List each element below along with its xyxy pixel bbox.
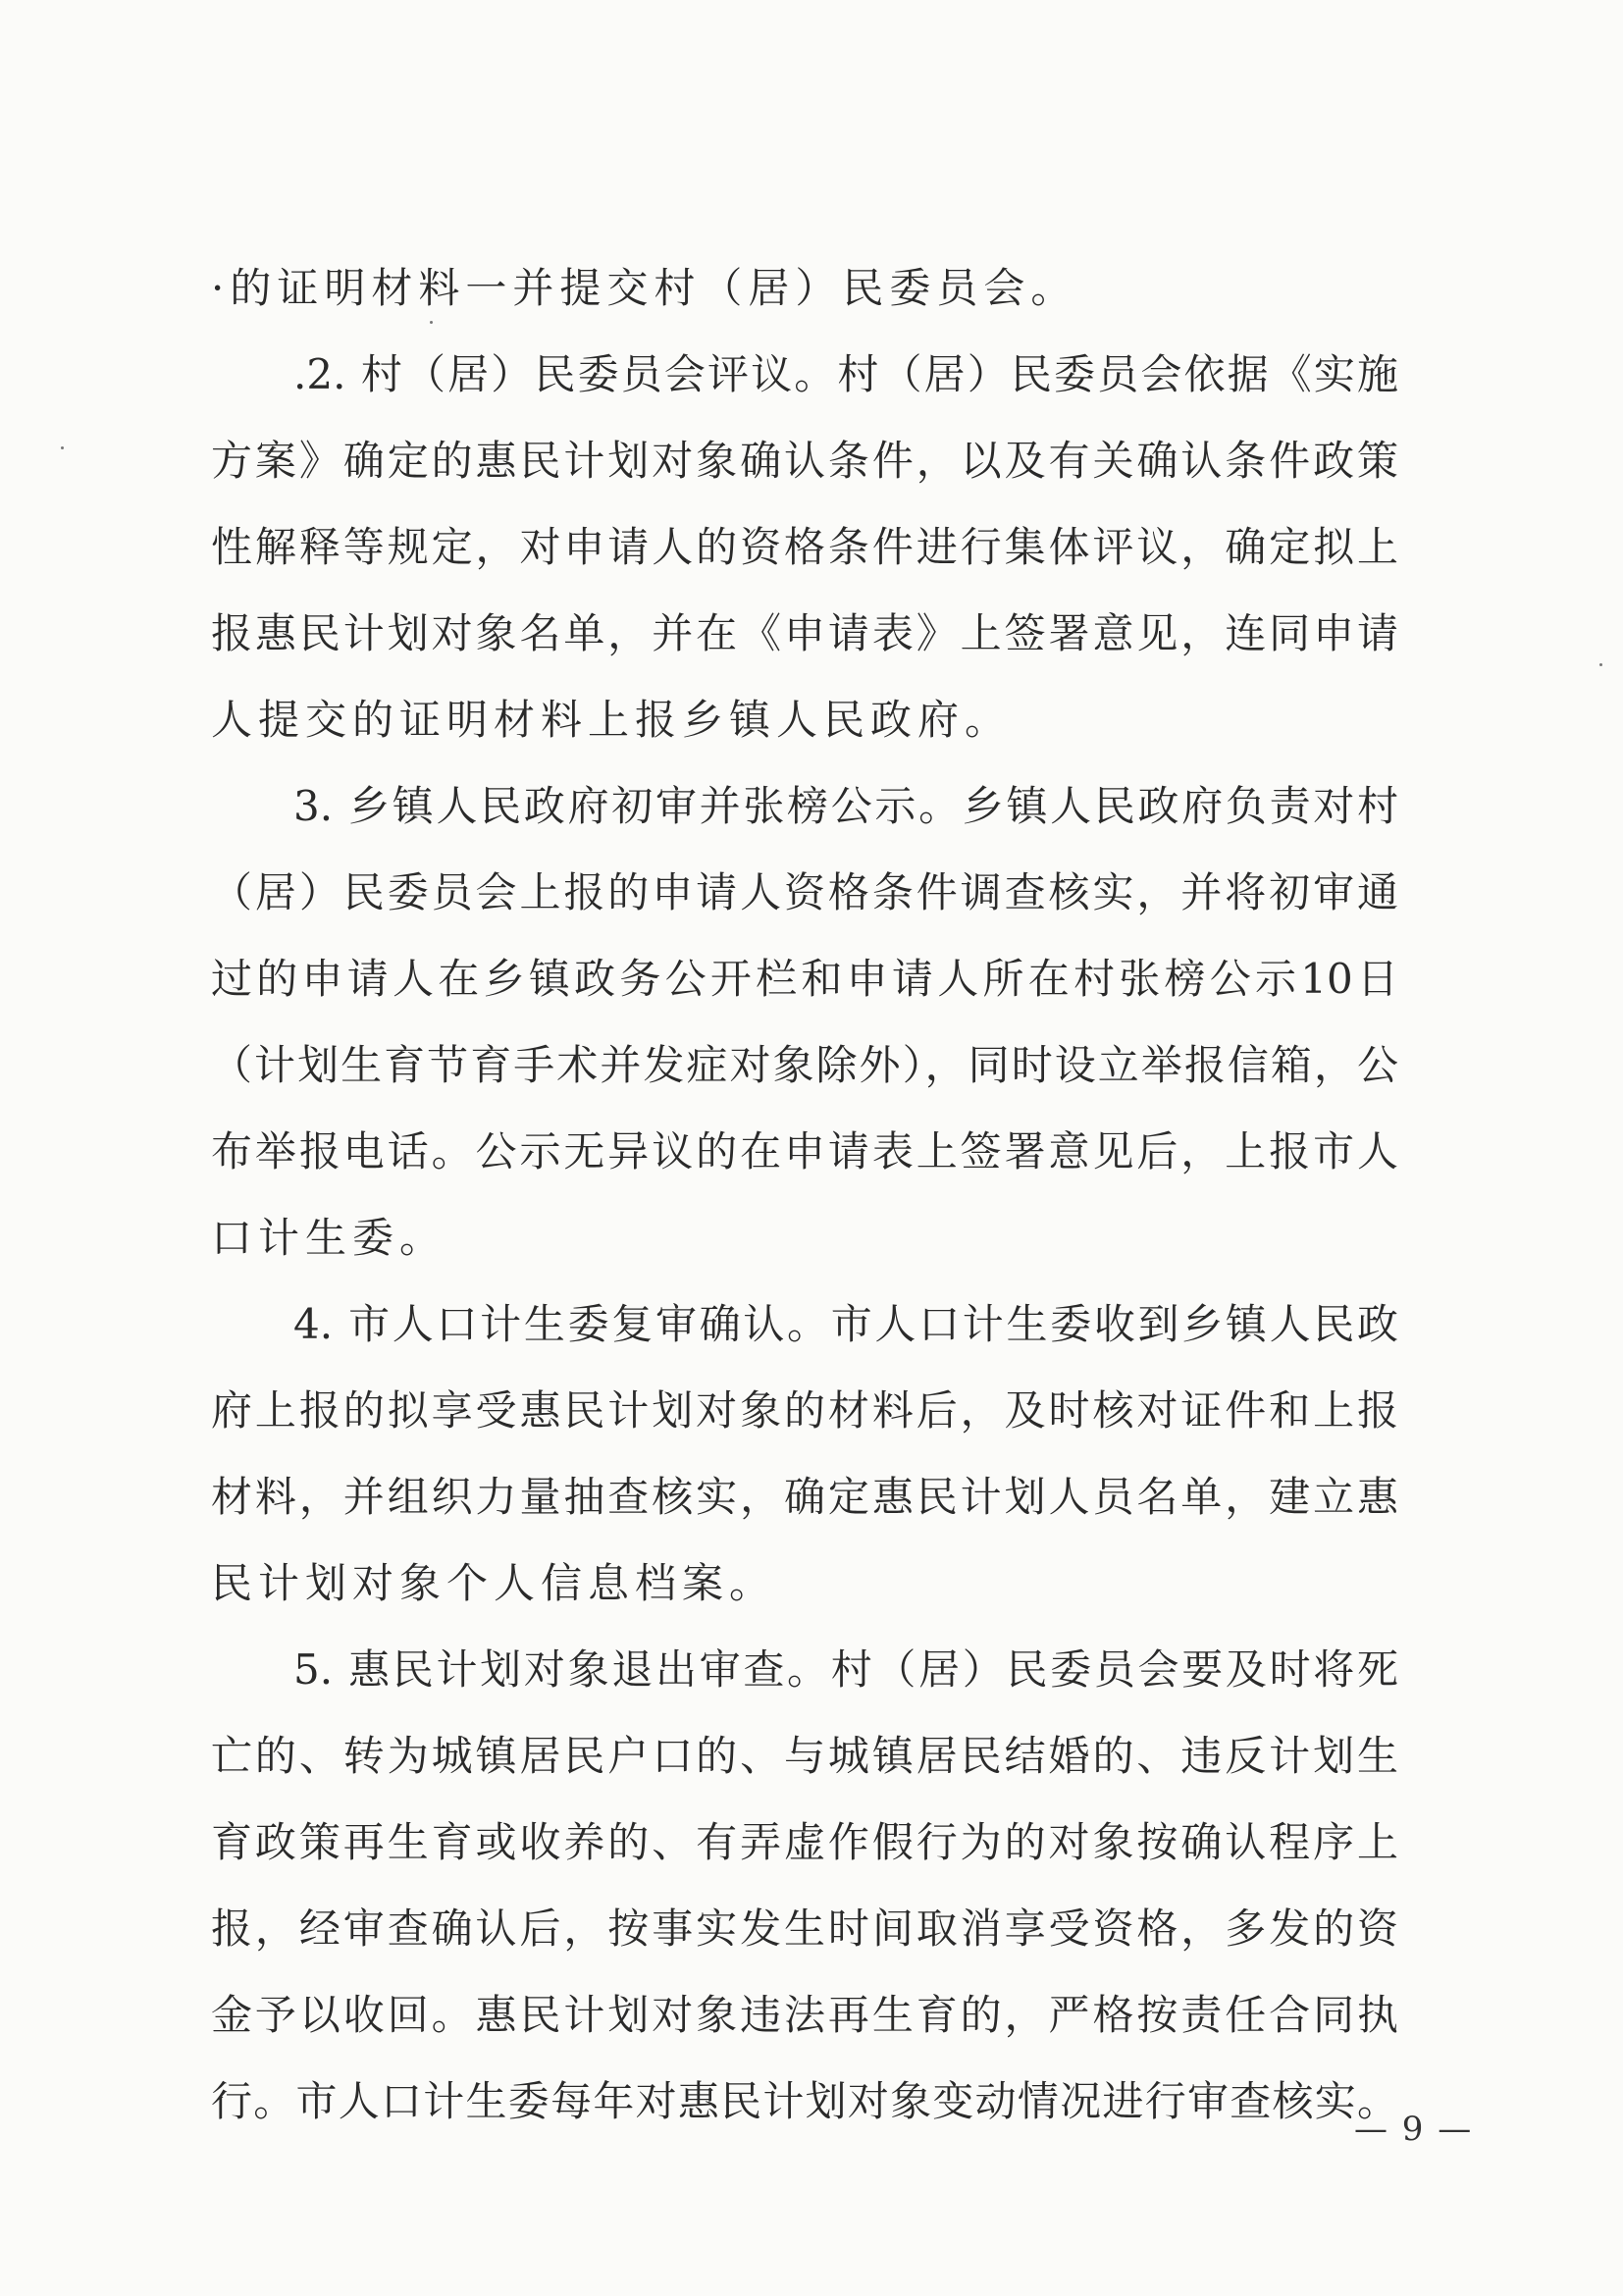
text-line: 布举报电话。公示无异议的在申请表上签署意见后，上报市人 [211,1127,1398,1175]
text-line: 方案》确定的惠民计划对象确认条件，以及有关确认条件政策 [211,437,1398,485]
text-line: 民计划对象个人信息档案。 [211,1559,777,1607]
text-line: （计划生育节育手术并发症对象除外），同时设立举报信箱，公 [211,1041,1398,1089]
text-line: 4. 市人口计生委复审确认。市人口计生委收到乡镇人民政 [293,1300,1398,1348]
text-line: .2. 村（居）民委员会评议。村（居）民委员会依据《实施 [293,350,1398,398]
text-line: 金予以收回。惠民计划对象违法再生育的，严格按责任合同执 [211,1991,1398,2039]
body-text [211,245,1398,2145]
text-line: 行。市人口计生委每年对惠民计划对象变动情况进行审查核实。 [211,2077,1398,2125]
text-line: 府上报的拟享受惠民计划对象的材料后，及时核对证件和上报 [211,1386,1398,1435]
text-line: 3. 乡镇人民政府初审并张榜公示。乡镇人民政府负责对村 [293,782,1398,830]
text-line: 报惠民计划对象名单，并在《申请表》上签署意见，连同申请 [211,609,1398,657]
scan-speck [61,446,64,449]
text-line: 材料，并组织力量抽查核实，确定惠民计划人员名单，建立惠 [211,1473,1398,1521]
text-line: （居）民委员会上报的申请人资格条件调查核实，并将初审通 [211,868,1398,916]
text-line: 人提交的证明材料上报乡镇人民政府。 [211,696,1013,744]
scan-speck [1599,663,1602,666]
text-line: 性解释等规定，对申请人的资格条件进行集体评议，确定拟上 [211,523,1398,571]
text-line: 亡的、转为城镇居民户口的、与城镇居民结婚的、违反计划生 [211,1732,1398,1780]
text-line: 口计生委。 [211,1214,447,1262]
text-line: ·的证明材料一并提交村（居）民委员会。 [211,264,1078,312]
text-line: 报，经审查确认后，按事实发生时间取消享受资格，多发的资 [211,1905,1398,1953]
scan-speck [430,321,433,324]
text-line: 5. 惠民计划对象退出审查。村（居）民委员会要及时将死 [293,1645,1398,1694]
page-number: — 9 — [1354,2110,1474,2149]
text-line: 过的申请人在乡镇政务公开栏和申请人所在村张榜公示10日 [211,955,1398,1003]
text-line: 育政策再生育或收养的、有弄虚作假行为的对象按确认程序上 [211,1818,1398,1866]
